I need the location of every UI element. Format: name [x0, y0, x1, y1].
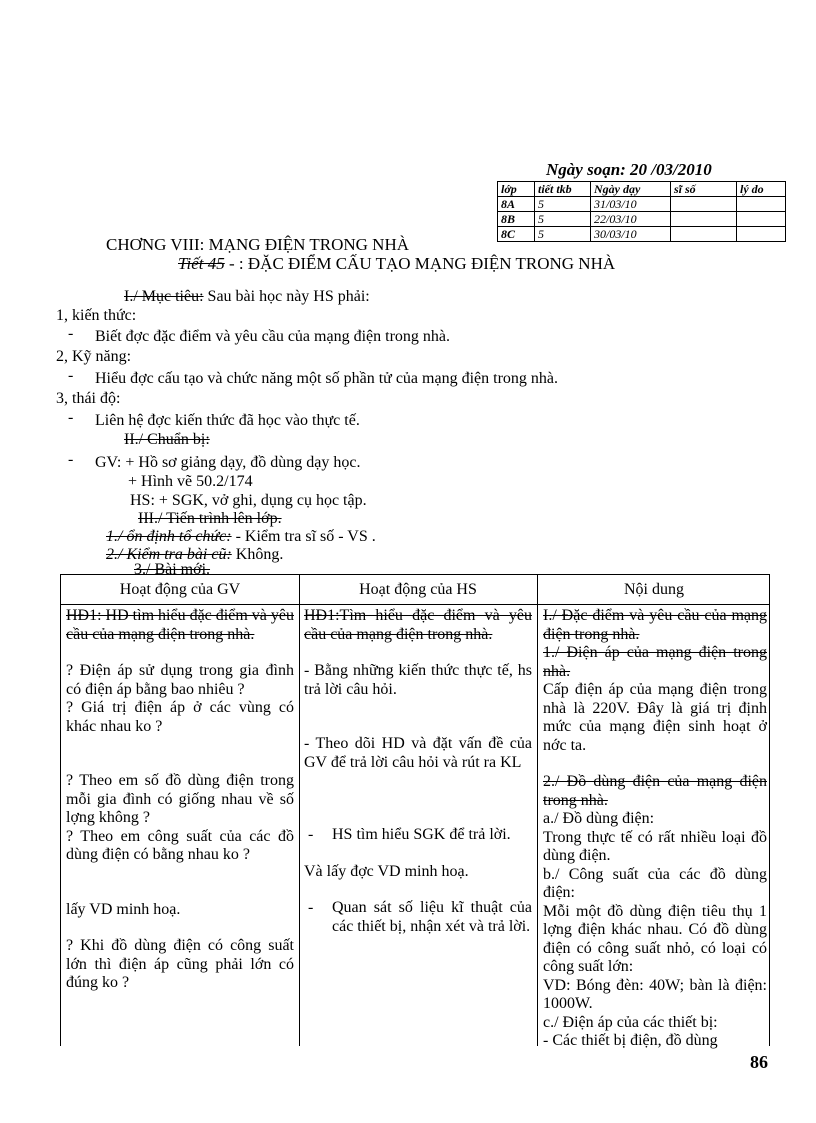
prep-gv: GV: + Hồ sơ giảng dạy, đồ dùng dạy học.	[95, 454, 361, 471]
lesson-title: ĐẶC ĐIỂM CẤU TẠO MẠNG ĐIỆN TRONG NHÀ	[247, 254, 616, 273]
lesson-title-line	[178, 254, 615, 274]
bullet-dash: -	[68, 367, 74, 384]
hs-answer	[304, 826, 532, 845]
content-subheading: c./ Điện áp của các thiết bị:	[543, 1013, 718, 1031]
schedule-cell: 8C	[498, 227, 535, 242]
step3-label: 3./ Bài mới.	[134, 561, 211, 578]
step1-text: - Kiểm tra sĩ số - VS .	[231, 528, 376, 545]
schedule-col-count: sĩ số	[671, 182, 737, 197]
hs-answer-text: HS tìm hiểu SGK để trả lời.	[332, 826, 511, 843]
content-example: VD: Bóng đèn: 40W; bàn là điện: 1000W.	[543, 976, 767, 1012]
schedule-row	[498, 197, 786, 212]
attitude-item: Liên hệ đợc kiến thức đã học vào thực tế.	[95, 412, 360, 429]
attitude-label: 3, thái độ:	[56, 390, 121, 407]
bullet-dash: -	[68, 451, 74, 468]
schedule-cell: 22/03/10	[591, 212, 671, 227]
objectives-line	[124, 287, 370, 307]
schedule-cell	[737, 227, 786, 242]
schedule-cell: 31/03/10	[591, 197, 671, 212]
schedule-cell: 5	[535, 197, 591, 212]
schedule-row	[498, 227, 786, 242]
header-hs: Hoạt động của HS	[359, 581, 477, 598]
hs-answer	[304, 899, 532, 936]
gv-question: ? Theo em công suất của các đồ dùng điện có bằng nhau ko ?	[66, 827, 294, 863]
schedule-col-date: Ngày dạy	[591, 182, 671, 197]
prep-gv-figure: + Hình vẽ 50.2/174	[128, 473, 253, 490]
gv-example: lấy VD minh hoạ.	[66, 900, 181, 918]
content-text: Cấp điện áp của mạng điện trong nhà là 220V. Đây là giá trị định mức của mạng điện sinh hoạt ở nớc ta.	[543, 681, 767, 754]
schedule-cell	[671, 227, 737, 242]
header-gv: Hoạt động của GV	[119, 581, 241, 598]
objectives-text: Sau bài học này HS phải:	[203, 288, 370, 305]
schedule-row	[498, 212, 786, 227]
content-heading-1: I./ Đặc điểm và yêu cầu của mạng điện trong nhà.	[543, 607, 767, 643]
column-divider	[299, 575, 300, 1046]
lesson-separator: - :	[224, 254, 248, 273]
content-subheading: b./ Công suất của các đồ dùng điện:	[543, 865, 767, 901]
knowledge-item: Biết đợc đặc điểm và yêu cầu của mạng điện trong nhà.	[95, 328, 450, 345]
step1-line	[106, 527, 376, 547]
step2-text: Không.	[231, 546, 284, 563]
content-heading-2: 2./ Đồ dùng điện của mạng điện trong nhà.	[543, 773, 767, 809]
page-number: 86	[750, 1052, 768, 1072]
lesson-activity-table	[60, 574, 770, 1049]
knowledge-label: 1, kiến thức:	[56, 307, 137, 324]
schedule-col-class: lớp	[498, 182, 535, 197]
header-divider	[61, 604, 769, 605]
gv-activity-1: HĐ1: HD tìm hiểu đặc điểm và yêu cầu của mạng điện trong nhà.	[66, 607, 294, 643]
schedule-cell	[671, 212, 737, 227]
hs-answer: - Theo dõi HD và đặt vấn đề của GV để trả lời câu hỏi và rút ra KL	[304, 735, 532, 771]
schedule-table	[497, 181, 786, 242]
hs-activity-1: HĐ1:Tìm hiểu đặc điểm và yêu cầu của mạng điện trong nhà.	[304, 607, 532, 643]
column-hs	[304, 607, 532, 936]
step2-label: 2./ Kiểm tra bài cũ:	[106, 546, 232, 563]
chapter-title: CHƠNG VIII: MẠNG ĐIỆN TRONG NHÀ	[106, 235, 409, 254]
schedule-cell	[737, 212, 786, 227]
bullet-dash: -	[308, 899, 314, 916]
hs-answer: Và lấy đợc VD minh hoạ.	[304, 862, 469, 880]
column-content	[543, 607, 767, 1051]
schedule-cell	[671, 197, 737, 212]
schedule-cell: 5	[535, 212, 591, 227]
bullet-dash: -	[68, 409, 74, 426]
schedule-cell: 5	[535, 227, 591, 242]
gv-question: ? Khi đồ dùng điện có công suất lớn thì điện áp cũng phải lớn có đúng ko ?	[66, 937, 294, 991]
content-subheading: a./ Đồ dùng điện:	[543, 810, 655, 827]
schedule-cell	[737, 197, 786, 212]
schedule-cell: 8B	[498, 212, 535, 227]
prep-label: II./ Chuẩn bị:	[124, 431, 210, 448]
gv-question: ? Giá trị điện áp ở các vùng có khác nhau ko ?	[66, 699, 294, 735]
bullet-dash: -	[68, 325, 74, 342]
schedule-col-reason: lý do	[737, 182, 786, 197]
bullet-dash: -	[308, 826, 314, 843]
date-title: Ngày soạn: 20 /03/2010	[546, 160, 712, 179]
lesson-number: Tiết 45	[178, 254, 225, 273]
skills-item: Hiểu đợc cấu tạo và chức năng một số phần tử của mạng điện trong nhà.	[95, 370, 558, 387]
hs-answer-text: Quan sát số liệu kĩ thuật của các thiết bị, nhận xét và trả lời.	[332, 899, 532, 935]
content-subheading: 1./ Điện áp của mạng điện trong nhà.	[543, 644, 767, 680]
schedule-cell: 8A	[498, 197, 535, 212]
content-text: Trong thực tế có rất nhiều loại đồ dùng điện.	[543, 828, 767, 864]
gv-question: ? Theo em số đồ dùng điện trong mỗi gia đình có giống nhau về số lợng không ?	[66, 772, 294, 826]
header-content: Nội dung	[624, 581, 684, 598]
prep-hs: HS: + SGK, vở ghi, dụng cụ học tập.	[130, 492, 367, 509]
schedule-cell: 30/03/10	[591, 227, 671, 242]
objectives-label: I./ Mục tiêu:	[124, 288, 204, 305]
gv-question: ? Điện áp sử dụng trong gia đình có điện áp bằng bao nhiêu ?	[66, 662, 294, 698]
column-gv	[66, 607, 294, 993]
schedule-header-row	[498, 182, 786, 197]
column-divider	[537, 575, 538, 1046]
skills-label: 2, Kỹ năng:	[56, 348, 132, 365]
content-text: - Các thiết bị điện, đồ dùng	[543, 1032, 718, 1049]
content-text: Mỗi một đồ dùng điện tiêu thụ 1 lợng điện khác nhau. Có đồ dùng điện có công suất nhỏ, có loại có công suất lớn:	[543, 902, 767, 975]
hs-answer: - Bằng những kiến thức thực tế, hs trả lời câu hỏi.	[304, 662, 532, 698]
step1-label: 1./ ổn định tổ chức:	[106, 528, 232, 545]
schedule-col-period: tiết tkb	[535, 182, 591, 197]
process-label: III./ Tiến trình lên lớp.	[138, 510, 282, 527]
